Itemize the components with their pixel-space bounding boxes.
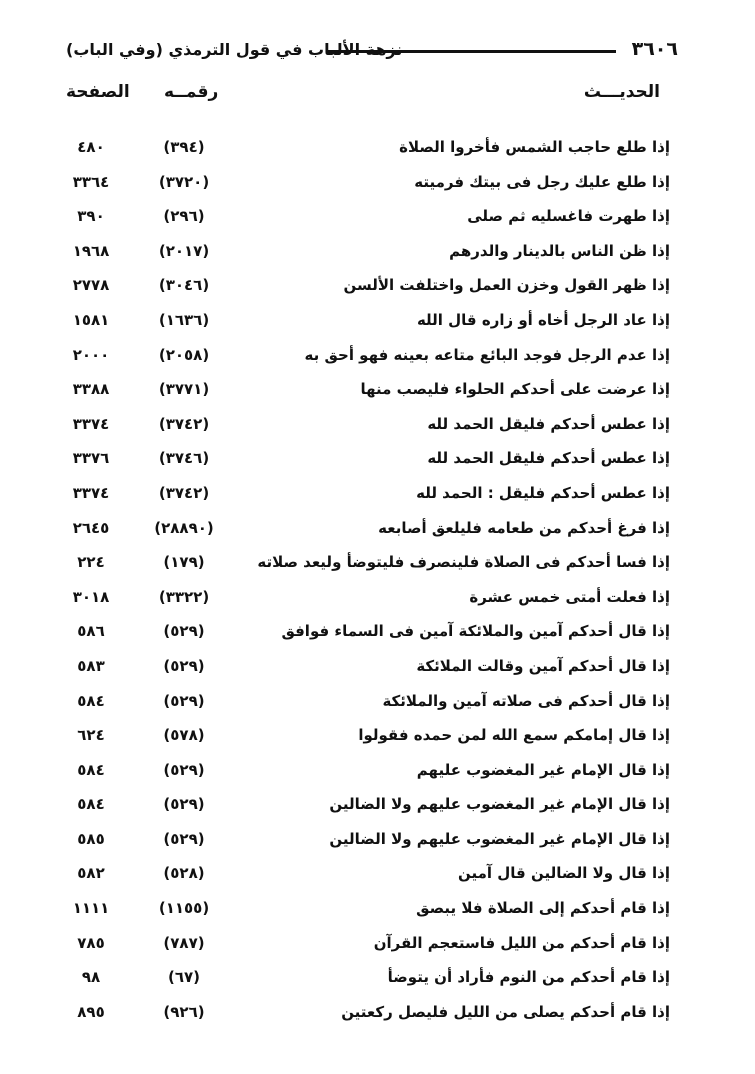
- index-list: [60, 136, 670, 1035]
- index-row: [60, 205, 670, 240]
- hadith-number: (٥٢٨): [163, 864, 205, 883]
- heading-hadith: الحديـــث: [583, 82, 660, 102]
- hadith-number: (٩٢٦): [163, 1002, 205, 1021]
- page-reference: ٢٧٧٨: [72, 276, 110, 295]
- page-reference: ٣٣٦٤: [72, 172, 110, 191]
- index-row: [60, 309, 670, 344]
- page-reference: ٥٨٦: [77, 622, 105, 641]
- hadith-text: إذا فسا أحدكم فى الصلاة فلينصرف فليتوضأ وليعد صلاته: [257, 553, 670, 572]
- index-row: [60, 1001, 670, 1036]
- hadith-text: إذا قال إمامكم سمع الله لمن حمده فقولوا: [358, 726, 670, 745]
- page-reference: ٥٨٥: [77, 829, 105, 848]
- page-reference: ٣٣٧٦: [72, 449, 110, 468]
- hadith-number: (٣٧٧١): [158, 380, 210, 399]
- page-reference: ٣٣٧٤: [72, 483, 110, 502]
- index-row: [60, 897, 670, 932]
- hadith-text: إذا قام أحدكم من النوم فأراد أن يتوضأ: [387, 968, 670, 987]
- index-row: [60, 932, 670, 967]
- page-reference: ٢٠٠٠: [72, 345, 110, 364]
- running-header: [66, 38, 678, 66]
- running-title: نزهة الألباب في قول الترمذي (وفي الباب): [66, 40, 403, 59]
- index-row: [60, 551, 670, 586]
- hadith-text: إذا قام أحدكم إلى الصلاة فلا يبصق: [416, 899, 670, 918]
- hadith-number: (٣٧٤٦): [158, 449, 210, 468]
- page-reference: ٣٠١٨: [72, 587, 110, 606]
- page-reference: ٣٣٧٤: [72, 414, 110, 433]
- hadith-text: إذا قال الإمام غير المغضوب عليهم: [416, 760, 670, 779]
- hadith-text: إذا قال الإمام غير المغضوب عليهم ولا الضالين: [329, 795, 670, 814]
- hadith-number: (٣٠٤٦): [158, 276, 210, 295]
- hadith-text: إذا قال أحدكم فى صلاته آمين والملائكة: [382, 691, 670, 710]
- index-row: [60, 240, 670, 275]
- hadith-number: (٥٢٩): [163, 760, 205, 779]
- index-row: [60, 171, 670, 206]
- hadith-text: إذا عطس أحدكم فليقل الحمد لله: [427, 449, 670, 468]
- index-row: [60, 136, 670, 171]
- page-reference: ٥٨٣: [77, 656, 105, 675]
- hadith-text: إذا عاد الرجل أخاه أو زاره قال الله: [416, 310, 670, 329]
- page-reference: ٩٨: [81, 968, 101, 987]
- hadith-number: (٥٢٩): [163, 795, 205, 814]
- hadith-number: (٢٠١٧): [158, 241, 210, 260]
- hadith-number: (٢٩٦): [163, 207, 205, 226]
- hadith-number: (٥٢٩): [163, 691, 205, 710]
- hadith-text: إذا طهرت فاغسليه ثم صلى: [467, 207, 670, 226]
- index-row: [60, 759, 670, 794]
- page-reference: ٢٢٤: [77, 553, 105, 572]
- hadith-number: (٣٧٤٢): [158, 414, 210, 433]
- index-row: [60, 620, 670, 655]
- index-row: [60, 378, 670, 413]
- index-row: [60, 517, 670, 552]
- page-reference: ١١١١: [72, 899, 110, 918]
- hadith-text: إذا قام أحدكم يصلى من الليل فليصل ركعتين: [341, 1002, 670, 1021]
- heading-page: الصفحة: [66, 82, 130, 102]
- hadith-text: إذا عدم الرجل فوجد البائع متاعه بعينه فهو أحق به: [304, 345, 670, 364]
- hadith-text: إذا عطس أحدكم فليقل : الحمد لله: [416, 483, 670, 502]
- index-row: [60, 966, 670, 1001]
- hadith-text: إذا قام أحدكم من الليل فاستعجم القرآن: [373, 933, 670, 952]
- index-row: [60, 344, 670, 379]
- hadith-number: (١١٥٥): [158, 899, 210, 918]
- hadith-text: إذا قال الإمام غير المغضوب عليهم ولا الضالين: [329, 829, 670, 848]
- page-reference: ٢٦٤٥: [72, 518, 110, 537]
- hadith-number: (٢٠٥٨): [158, 345, 210, 364]
- index-row: [60, 274, 670, 309]
- column-headings: [60, 82, 660, 112]
- page-reference: ٥٨٤: [77, 691, 105, 710]
- page-reference: ٥٨٢: [77, 864, 105, 883]
- hadith-number: (٧٨٧): [163, 933, 205, 952]
- hadith-text: إذا ظن الناس بالدينار والدرهم: [449, 241, 670, 260]
- page-reference: ١٥٨١: [72, 310, 110, 329]
- hadith-number: (٢٨٨٩٠): [154, 518, 214, 537]
- hadith-number: (١٧٩): [163, 553, 205, 572]
- index-row: [60, 482, 670, 517]
- index-row: [60, 828, 670, 863]
- hadith-text: إذا فرغ أحدكم من طعامه فليلعق أصابعه: [378, 518, 670, 537]
- hadith-text: إذا قال أحدكم آمين وقالت الملائكة: [416, 656, 670, 675]
- page-reference: ٥٨٤: [77, 795, 105, 814]
- page-number: ٣٦٠٦: [631, 38, 678, 60]
- hadith-number: (٣٧٢٠): [158, 172, 210, 191]
- hadith-text: إذا عرضت على أحدكم الحلواء فليصب منها: [360, 380, 670, 399]
- hadith-text: إذا طلع عليك رجل فى بيتك فرميته: [414, 172, 670, 191]
- hadith-number: (٥٢٩): [163, 622, 205, 641]
- hadith-number: (٦٧): [167, 968, 201, 987]
- hadith-number: (٣٧٤٢): [158, 483, 210, 502]
- hadith-number: (٥٢٩): [163, 656, 205, 675]
- index-row: [60, 724, 670, 759]
- hadith-number: (١٦٣٦): [158, 310, 210, 329]
- index-row: [60, 862, 670, 897]
- hadith-text: إذا فعلت أمتى خمس عشرة: [469, 587, 670, 606]
- hadith-number: (٣٣٢٢): [158, 587, 210, 606]
- index-row: [60, 586, 670, 621]
- hadith-text: إذا طلع حاجب الشمس فأخروا الصلاة: [399, 138, 670, 156]
- page-reference: ٧٨٥: [77, 933, 105, 952]
- page-reference: ٣٩٠: [77, 207, 105, 226]
- page-reference: ٣٣٨٨: [72, 380, 110, 399]
- hadith-text: إذا قال ولا الضالين قال آمين: [457, 864, 670, 883]
- hadith-number: (٥٧٨): [163, 726, 205, 745]
- page-reference: ٤٨٠: [77, 138, 105, 156]
- index-row: [60, 655, 670, 690]
- page-reference: ٦٢٤: [77, 726, 105, 745]
- hadith-number: (٥٢٩): [163, 829, 205, 848]
- page-reference: ٨٩٥: [77, 1002, 105, 1021]
- index-row: [60, 690, 670, 725]
- index-row: [60, 793, 670, 828]
- hadith-text: إذا عطس أحدكم فليقل الحمد لله: [427, 414, 670, 433]
- index-row: [60, 447, 670, 482]
- page-reference: ١٩٦٨: [72, 241, 110, 260]
- heading-number: رقمــه: [164, 82, 219, 102]
- hadith-text: إذا قال أحدكم آمين والملائكة آمين فى السماء فوافق: [281, 622, 670, 641]
- index-row: [60, 413, 670, 448]
- hadith-number: (٣٩٤): [163, 138, 205, 156]
- page-reference: ٥٨٤: [77, 760, 105, 779]
- hadith-text: إذا ظهر القول وخزن العمل واختلفت الألسن: [343, 276, 670, 295]
